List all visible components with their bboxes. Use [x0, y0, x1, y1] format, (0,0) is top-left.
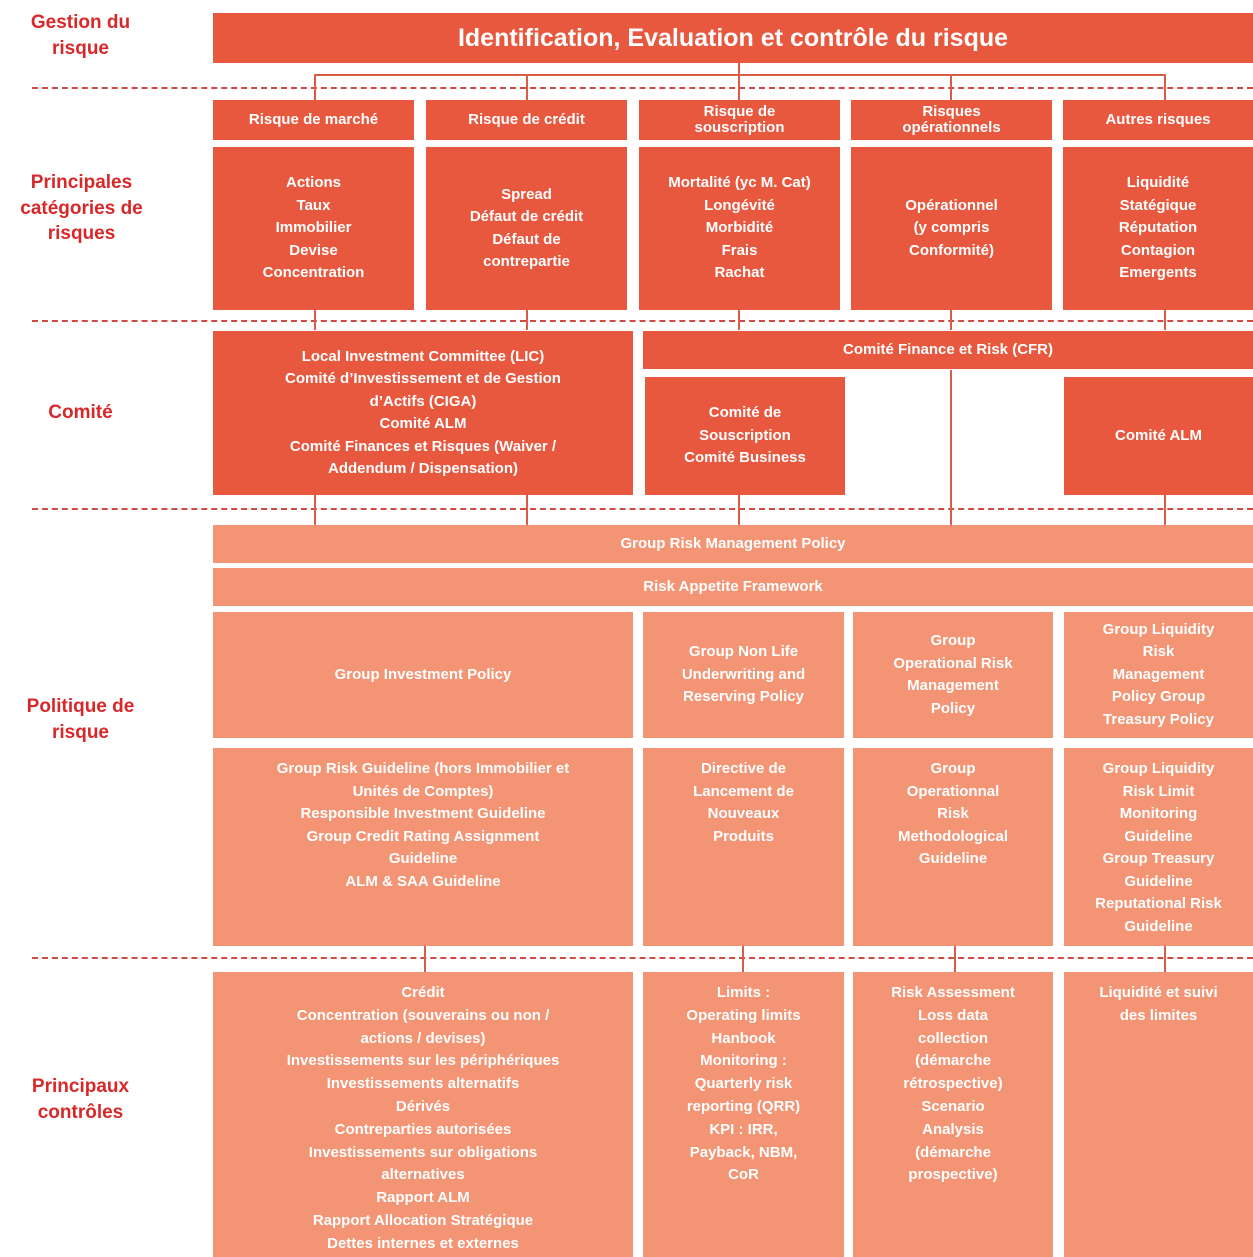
- connector: [1164, 310, 1166, 330]
- connector: [424, 946, 426, 972]
- group-risk-management-policy: Group Risk Management Policy: [213, 525, 1253, 563]
- separator: [32, 87, 1253, 89]
- policy-box: Group Non Life Underwriting and Reserving Policy: [643, 612, 844, 738]
- risk-appetite-framework: Risk Appetite Framework: [213, 568, 1253, 606]
- separator: [32, 320, 1253, 322]
- connector: [314, 495, 316, 525]
- control-box: Limits : Operating limits Hanbook Monitoring : Quarterly risk reporting (QRR) KPI : IRR, Payback, NBM, CoR: [643, 972, 844, 1257]
- guideline-box: Group Liquidity Risk Limit Monitoring Guideline Group Treasury Guideline Reputational Risk Guideline: [1064, 748, 1253, 946]
- connector: [738, 74, 740, 100]
- risk-type-header: Autres risques: [1063, 100, 1253, 140]
- connector: [950, 74, 952, 100]
- row-label-comite: Comité: [48, 402, 113, 423]
- main-title: Identification, Evaluation et contrôle du risque: [213, 13, 1253, 63]
- risk-category-box: Mortalité (yc M. Cat) Longévité Morbidité Frais Rachat: [639, 147, 840, 310]
- connector: [1164, 495, 1166, 525]
- separator: [32, 957, 1253, 959]
- risk-category-box: Opérationnel (y compris Conformité): [851, 147, 1052, 310]
- committee-alm: Comité ALM: [1064, 377, 1253, 495]
- connector: [954, 946, 956, 972]
- row-label-categories: Principales catégories de risques: [20, 172, 143, 245]
- connector: [742, 946, 744, 972]
- connector: [950, 310, 952, 330]
- committee-local: Local Investment Committee (LIC) Comité d’Investissement et de Gestion d’Actifs (CIGA) Comité ALM Comité Finances et Risques (Waiver / Addendum / Dispensation): [213, 331, 633, 495]
- risk-type-header: Risques opérationnels: [851, 100, 1052, 140]
- committee-cfr: Comité Finance et Risk (CFR): [643, 331, 1253, 369]
- connector: [738, 62, 740, 74]
- connector: [950, 370, 952, 525]
- guideline-box: Directive de Lancement de Nouveaux Produits: [643, 748, 844, 946]
- risk-category-box: Actions Taux Immobilier Devise Concentration: [213, 147, 414, 310]
- guideline-box: Group Operationnal Risk Methodological Guideline: [853, 748, 1053, 946]
- connector: [1164, 74, 1166, 100]
- connector: [738, 310, 740, 330]
- connector: [526, 74, 528, 100]
- connector: [314, 310, 316, 330]
- policy-box: Group Investment Policy: [213, 612, 633, 738]
- connector: [526, 495, 528, 525]
- row-label-gestion: Gestion du risque: [30, 12, 131, 59]
- policy-box: Group Operational Risk Management Policy: [853, 612, 1053, 738]
- control-box: Liquidité et suivi des limites: [1064, 972, 1253, 1257]
- guideline-box: Group Risk Guideline (hors Immobilier et Unités de Comptes) Responsible Investment Guideline Group Credit Rating Assignment Guideline ALM & SAA Guideline: [213, 748, 633, 946]
- connector: [526, 310, 528, 330]
- control-box: Crédit Concentration (souverains ou non / actions / devises) Investissements sur les périphériques Investissements alternatifs Dérivés Contreparties autorisées Investissements sur obligations alternatives Rapport ALM Rapport Allocation Stratégique Dettes internes et externes: [213, 972, 633, 1257]
- policy-box: Group Liquidity Risk Management Policy Group Treasury Policy: [1064, 612, 1253, 738]
- connector: [1164, 946, 1166, 972]
- connector: [314, 74, 1166, 76]
- risk-category-box: Liquidité Statégique Réputation Contagion Emergents: [1063, 147, 1253, 310]
- risk-category-box: Spread Défaut de crédit Défaut de contrepartie: [426, 147, 627, 310]
- risk-type-header: Risque de marché: [213, 100, 414, 140]
- row-label-politique: Politique de risque: [26, 696, 135, 743]
- separator: [32, 508, 1253, 510]
- committee-souscription: Comité de Souscription Comité Business: [645, 377, 845, 495]
- connector: [314, 74, 316, 100]
- risk-type-header: Risque de crédit: [426, 100, 627, 140]
- risk-type-header: Risque de souscription: [639, 100, 840, 140]
- connector: [738, 495, 740, 525]
- row-label-controles: Principaux contrôles: [31, 1076, 130, 1123]
- control-box: Risk Assessment Loss data collection (démarche rétrospective) Scenario Analysis (démarche prospective): [853, 972, 1053, 1257]
